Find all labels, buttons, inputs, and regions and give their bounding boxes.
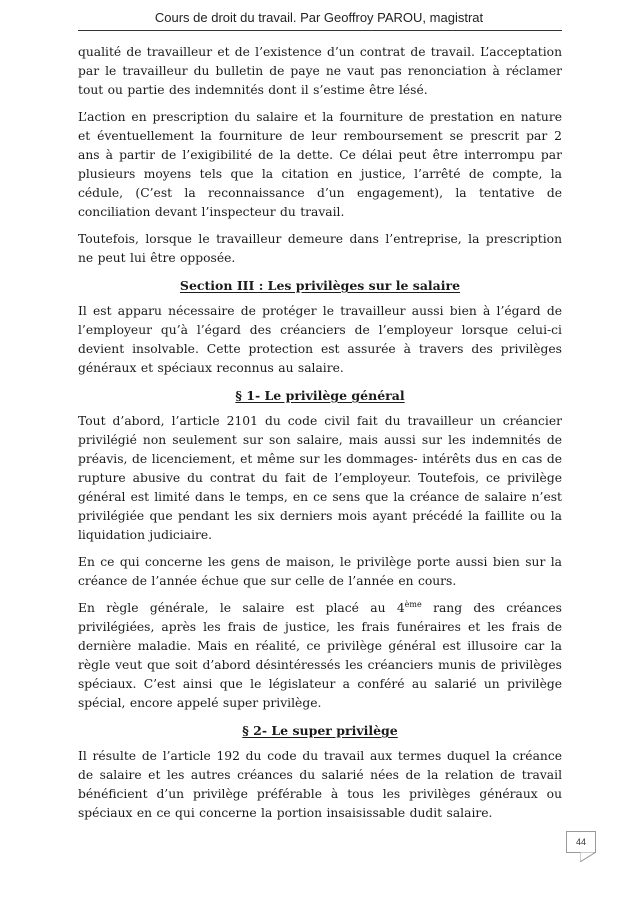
page-curl-icon xyxy=(580,852,596,862)
page-header: Cours de droit du travail. Par Geoffroy PAROU, magistrat xyxy=(154,10,484,25)
paragraph-exception: Toutefois, lorsque le travailleur demeure dans l’entreprise, la prescription ne peut lui être opposée. xyxy=(78,232,562,265)
paragraph-acceptance: qualité de travailleur et de l’existence d’un contrat de travail. L’acceptation par le travailleur du bulletin de paye ne vaut pas renonciation à réclamer tout ou partie des indemnités dont il s’estime être lésé. xyxy=(78,45,562,97)
ranking-text-start: En règle générale, le salaire est placé au 4 xyxy=(78,601,405,615)
subsection-heading-super: § 2- Le super privilège xyxy=(242,723,398,738)
header-divider xyxy=(78,30,562,31)
page-body xyxy=(78,43,562,831)
paragraph-prescription: L’action en prescription du salaire et la fourniture de prestation en nature et éventuellement la fourniture de leur remboursement se prescrit par 2 ans à partir de l’exigibilité de la dette. Ce délai peut être interrompu par plusieurs moyens tels que la citation en justice, l’arrêté de compte, la cédule, (C’est la reconnaissance d’un engagement), la tentative de conciliation devant l’inspecteur du travail. xyxy=(78,110,562,219)
ranking-text-end: rang des créances privilégiées, après les frais de justice, les frais funéraires et les frais de dernière maladie. Mais en réalité, ce privilège général est illusoire car la règle veut que soit d’abord désintéressés les créanciers munis de privilèges spéciaux. C’est ainsi que le législateur a conféré au salarié un privilège spécial, encore appelé super privilège. xyxy=(78,601,562,710)
ordinal-superscript: ème xyxy=(404,599,422,609)
paragraph-ranking xyxy=(78,599,562,713)
subsection-heading-general: § 1- Le privilège général xyxy=(235,388,405,403)
section-heading: Section III : Les privilèges sur le salaire xyxy=(179,278,461,293)
paragraph-protection: Il est apparu nécessaire de protéger le travailleur aussi bien à l’égard de l’employeur qu’à l’égard des créanciers de l’employeur lorsque celui-ci devient insolvable. Cette protection est assurée à travers des privilèges généraux et spéciaux reconnus au salaire. xyxy=(78,304,562,375)
paragraph-article-192: Il résulte de l’article 192 du code du travail aux termes duquel la créance de salaire et les autres créances du salarié nées de la relation de travail bénéficient d’un privilège préférable à tous les privilèges généraux ou spéciaux en ce qui concerne la portion insaisissable dudit salaire. xyxy=(78,749,562,820)
page-number: 44 xyxy=(566,831,596,853)
paragraph-domestic-workers: En ce qui concerne les gens de maison, le privilège porte aussi bien sur la créance de l’année échue que sur celle de l’année en cours. xyxy=(78,555,562,588)
paragraph-article-2101: Tout d’abord, l’article 2101 du code civil fait du travailleur un créancier privilégié non seulement sur son salaire, mais aussi sur les indemnités de préavis, de licenciement, et même sur les dommages- intérêts dus en cas de rupture abusive du contrat du fait de l’employeur. Toutefois, ce privilège général est limité dans le temps, en ce sens que la créance de salaire n’est privilégiée que pendant les six derniers mois ayant précédé la faillite ou la liquidation judiciaire. xyxy=(78,414,562,542)
